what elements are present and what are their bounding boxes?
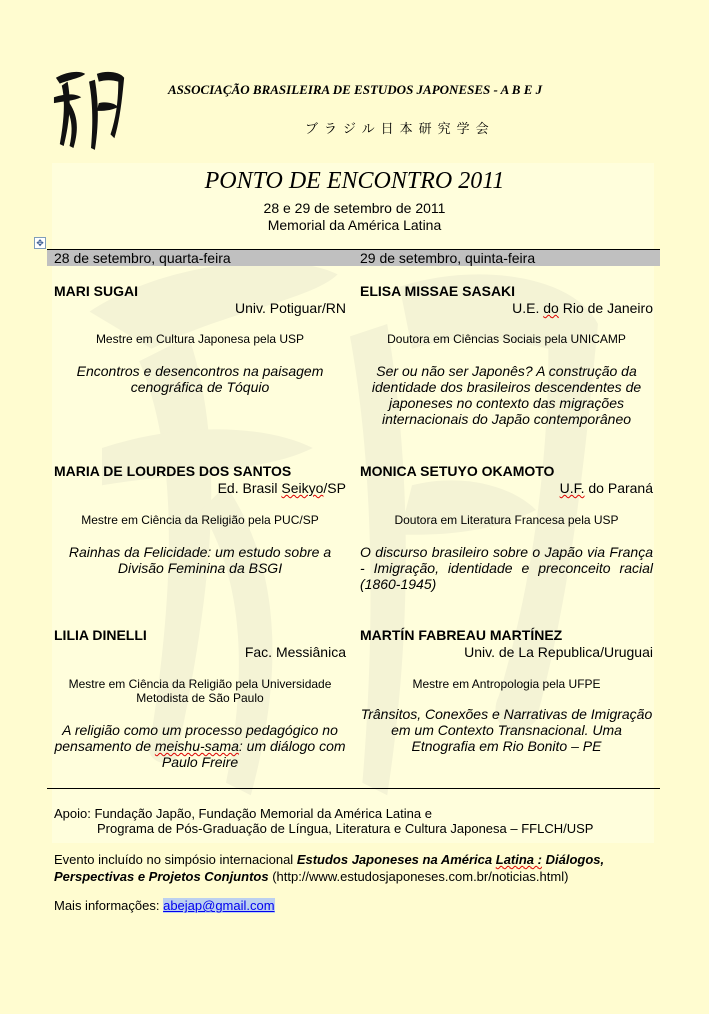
speaker-degree: Mestre em Cultura Japonesa pela USP — [95, 332, 305, 346]
talk-title: Trânsitos, Conexões e Narrativas de Imigração em um Contexto Transnacional. Uma Etnografia em Rio Bonito – PE — [360, 706, 653, 754]
support-line-2: Programa de Pós-Graduação de Língua, Literatura e Cultura Japonesa – FFLCH/USP — [97, 821, 594, 836]
more-info: Mais informações: abejap@gmail.com — [54, 898, 275, 913]
event-title: PONTO DE ENCONTRO 2011 — [204, 168, 505, 194]
talk-title: Ser ou não ser Japonês? A construção da identidade dos brasileiros descendentes de japoneses no contexto das migrações internacionais do Japão contemporâneo — [371, 363, 642, 427]
day-2-label: 29 de setembro, quinta-feira — [360, 250, 536, 266]
speaker-name: MARIA DE LOURDES DOS SANTOS — [54, 463, 292, 479]
speaker-name: MARI SUGAI — [54, 283, 138, 299]
speaker-institution: U.F. do Paraná — [559, 480, 653, 496]
speaker-institution: Fac. Messiânica — [244, 644, 346, 660]
speaker-institution: U.E. do Rio de Janeiro — [512, 300, 653, 316]
speaker-institution: Ed. Brasil Seikyo/SP — [217, 480, 346, 496]
speaker-degree: Mestre em Ciência da Religião pela Universidade Metodista de São Paulo — [68, 677, 332, 705]
speaker-name: LILIA DINELLI — [54, 627, 147, 643]
talk-title: A religião como um processo pedagógico no pensamento de meishu-sama: um diálogo com Paulo Freire — [54, 722, 346, 770]
speaker-degree: Doutora em Literatura Francesa pela USP — [394, 513, 619, 527]
footer-divider — [47, 788, 660, 789]
support-line-1: Apoio: Fundação Japão, Fundação Memorial da América Latina e — [54, 806, 432, 821]
organization-name-japanese: ブラジル日本研究学会 — [305, 122, 495, 137]
speaker-name: ELISA MISSAE SASAKI — [360, 283, 516, 299]
speaker-name: MONICA SETUYO OKAMOTO — [360, 463, 555, 479]
speaker-institution: Univ. Potiguar/RN — [234, 300, 346, 316]
move-handle-icon[interactable]: ✥ — [34, 237, 46, 249]
speaker-name: MARTÍN FABREAU MARTÍNEZ — [360, 627, 563, 643]
speaker-degree: Mestre em Antropologia pela UFPE — [412, 677, 601, 691]
talk-title: Encontros e desencontros na paisagem cenográfica de Tóquio — [76, 363, 324, 395]
email-link[interactable]: abejap@gmail.com — [163, 898, 275, 913]
abej-logo — [52, 64, 130, 152]
talk-title: O discurso brasileiro sobre o Japão via França - Imigração, identidade e preconceito racial (1860-1945) — [360, 544, 653, 592]
speaker-degree: Mestre em Ciência da Religião pela PUC/SP — [81, 513, 319, 527]
speaker-degree: Doutora em Ciências Sociais pela UNICAMP — [387, 332, 626, 346]
talk-title: Rainhas da Felicidade: um estudo sobre a Divisão Feminina da BSGI — [68, 544, 332, 576]
event-venue: Memorial da América Latina — [267, 217, 442, 233]
speaker-institution: Univ. de La Republica/Uruguai — [464, 644, 653, 660]
event-dates: 28 e 29 de setembro de 2011 — [263, 200, 446, 216]
event-note: Evento incluído no simpósio internacional Estudos Japoneses na América Latina : Diálogos, Perspectivas e Projetos Conjuntos (http://www.estudosjaponeses.com.br/noticias.html) — [54, 852, 605, 884]
day-1-label: 28 de setembro, quarta-feira — [54, 250, 231, 266]
organization-name: ASSOCIAÇÃO BRASILEIRA DE ESTUDOS JAPONESES - A B E J — [168, 82, 543, 97]
